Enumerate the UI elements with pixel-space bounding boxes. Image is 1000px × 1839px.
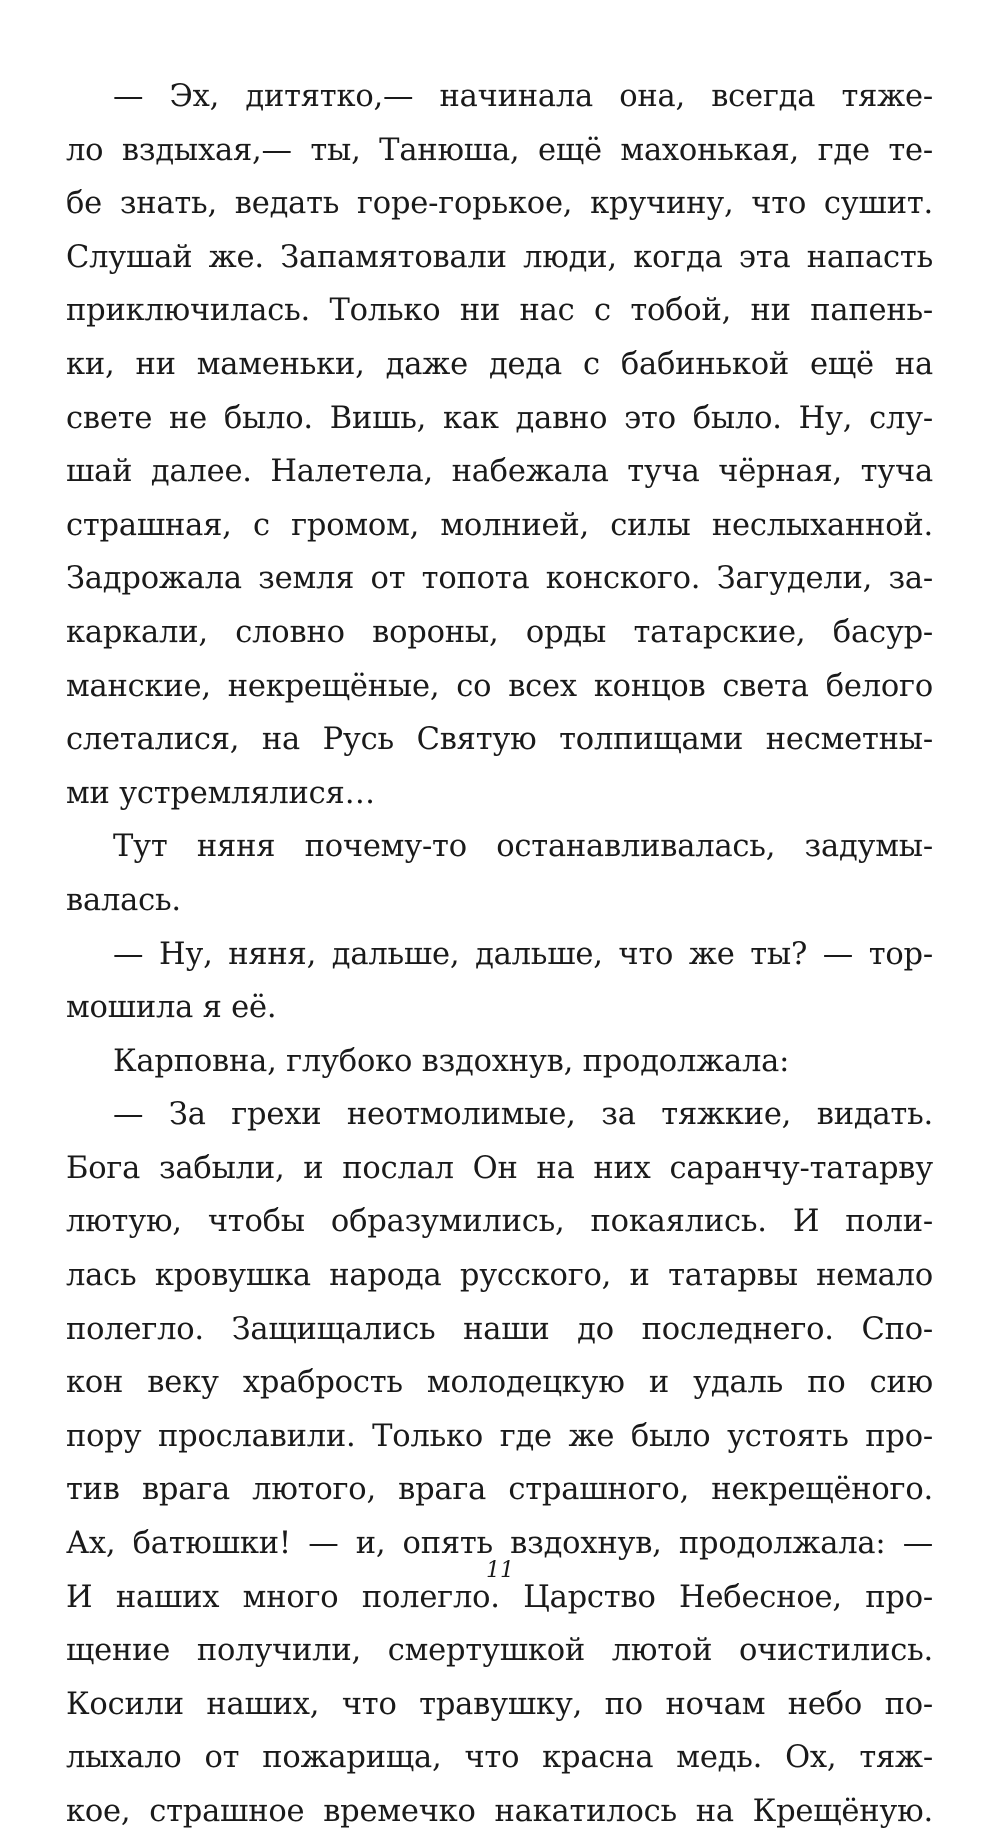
text-line: бе знать, ведать горе-горькое, кручину, что сушит. bbox=[66, 186, 933, 222]
text-line: пору прославили. Только где же было устоять про- bbox=[66, 1418, 933, 1454]
text-line: Тут няня почему-то останавливалась, задумы- bbox=[113, 829, 933, 865]
text-line: шай далее. Налетела, набежала туча чёрная, туча bbox=[66, 454, 933, 490]
text-line: — Ну, няня, дальше, дальше, что же ты? — тор- bbox=[113, 936, 933, 972]
text-line: тив врага лютого, врага страшного, некрещёного. bbox=[66, 1472, 933, 1508]
text-line: слеталися, на Русь Святую толпищами несметны- bbox=[66, 722, 933, 758]
text-line: приключилась. Только ни нас с тобой, ни папень- bbox=[66, 293, 933, 329]
text-line: ло вздыхая,— ты, Танюша, ещё махонькая, где те- bbox=[66, 132, 933, 168]
text-line: Карповна, глубоко вздохнув, продолжала: bbox=[113, 1043, 790, 1079]
page-number: 11 bbox=[486, 1558, 514, 1583]
text-line: манские, некрещёные, со всех концов света белого bbox=[66, 668, 933, 704]
text-line: лютую, чтобы образумились, покаялись. И поли- bbox=[66, 1204, 933, 1240]
text-line: ми устремлялися… bbox=[66, 775, 375, 811]
text-line: каркали, словно вороны, орды татарские, басур- bbox=[66, 614, 933, 650]
text-line: мошила я её. bbox=[66, 990, 277, 1026]
text-line: И наших много полегло. Царство Небесное, про- bbox=[66, 1579, 933, 1615]
text-line: страшная, с громом, молнией, силы неслыханной. bbox=[66, 507, 933, 543]
text-line: Слушай же. Запамятовали люди, когда эта напасть bbox=[66, 239, 933, 275]
text-line: Ах, батюшки! — и, опять вздохнув, продолжала: — bbox=[66, 1526, 933, 1562]
text-line: Задрожала земля от топота конского. Загудели, за- bbox=[66, 561, 933, 597]
text-line: кон веку храбрость молодецкую и удаль по сию bbox=[66, 1365, 933, 1401]
text-line: ки, ни маменьки, даже деда с бабинькой ещё на bbox=[66, 346, 933, 382]
text-line: лась кровушка народа русского, и татарвы немало bbox=[66, 1258, 933, 1294]
text-line: лыхало от пожарища, что красна медь. Ох, тяж- bbox=[66, 1740, 933, 1776]
text-line: — Эх, дитятко,— начинала она, всегда тяже- bbox=[113, 79, 933, 114]
text-line: полегло. Защищались наши до последнего. Спо- bbox=[66, 1311, 933, 1347]
text-line: валась. bbox=[66, 882, 181, 918]
text-line: кое, страшное времечко накатилось на Крещёную. bbox=[66, 1794, 933, 1829]
text-line: Косили наших, что травушку, по ночам небо по- bbox=[66, 1686, 933, 1722]
text-line: свете не было. Вишь, как давно это было. Ну, слу- bbox=[66, 400, 933, 436]
text-line: — За грехи неотмолимые, за тяжкие, видать. bbox=[113, 1097, 933, 1133]
text-line: Бога забыли, и послал Он на них саранчу-татарву bbox=[66, 1150, 933, 1186]
text-line: щение получили, смертушкой лютой очистились. bbox=[66, 1633, 933, 1669]
